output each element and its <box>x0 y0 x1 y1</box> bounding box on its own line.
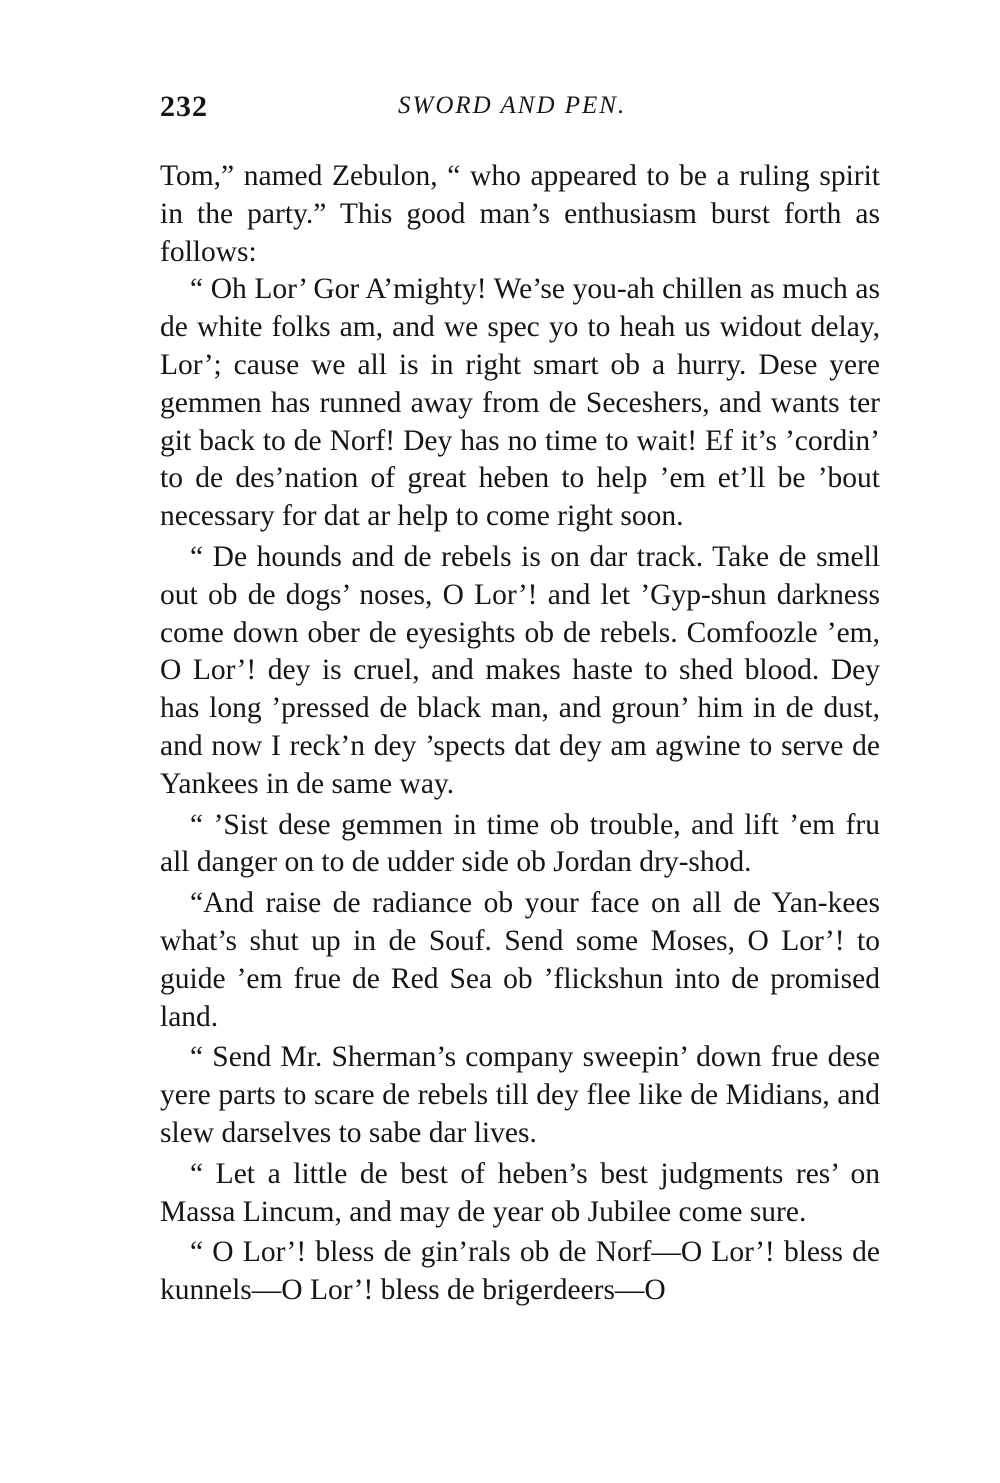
page-number: 232 <box>160 90 208 123</box>
paragraph-continuation: Tom,” named Zebulon, “ who appeared to be a ruling spirit in the party.” This good man’s enthusiasm burst forth as follows: <box>160 160 880 268</box>
running-head <box>160 90 880 134</box>
paragraph-hounds: “ De hounds and de rebels is on dar track. Take de smell out ob de dogs’ noses, O Lor’! and let ’Gyp-shun darkness come down ober de eyesights ob de rebels. Comfoozle ’em, O Lor’! dey is cruel, and makes haste to shed blood. Dey has long ’pressed de black man, and groun’ him in de dust, and now I reck’n dey ’spects dat dey am agwine to serve de Yankees in de same way. <box>160 540 880 800</box>
paragraph-moses: “And raise de radiance ob your face on all de Yan-kees what’s shut up in de Souf. Send some Moses, O Lor’! to guide ’em frue de Red Sea ob ’flickshun into de promised land. <box>160 887 880 1033</box>
body-text <box>160 158 880 1310</box>
paragraph-blessings: “ O Lor’! bless de gin’rals ob de Norf—O Lor’! bless de kunnels—O Lor’! bless de brigerdeers—O <box>160 1236 880 1307</box>
paragraph-prayer-opening: “ Oh Lor’ Gor A’mighty! We’se you-ah chillen as much as de white folks am, and we spec yo to heah us widout delay, Lor’; cause we all is in right smart ob a hurry. Dese yere gemmen has runned away from de Seceshers, and wants ter git back to de Norf! Dey has no time to wait! Ef it’s ’cordin’ to de des’nation of great heben to help ’em et’ll be ’bout necessary for dat ar help to come right soon. <box>160 273 880 533</box>
paragraph-jordan: “ ’Sist dese gemmen in time ob trouble, and lift ’em fru all danger on to de udder side ob Jordan dry-shod. <box>160 808 880 879</box>
running-title: SWORD AND PEN. <box>398 92 627 119</box>
paragraph-lincum: “ Let a little de best of heben’s best judgments res’ on Massa Lincum, and may de year ob Jubilee come sure. <box>160 1157 880 1228</box>
paragraph-sherman: “ Send Mr. Sherman’s company sweepin’ down frue dese yere parts to scare de rebels till dey flee like de Midians, and slew darselves to sabe dar lives. <box>160 1041 880 1149</box>
